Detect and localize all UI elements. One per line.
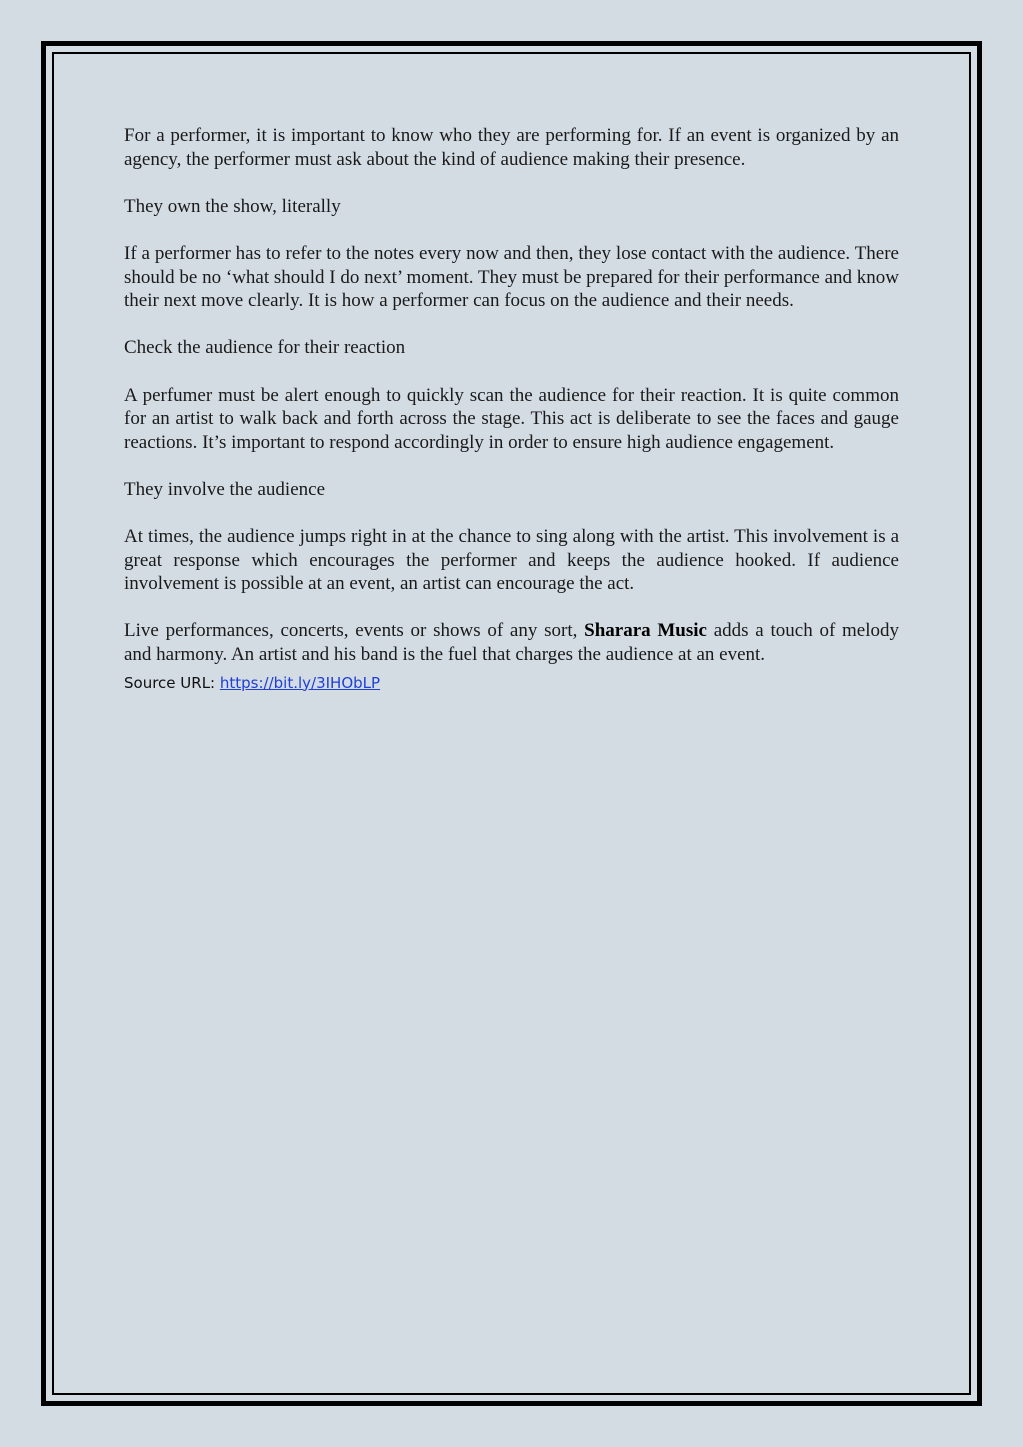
paragraph-involve-audience: At times, the audience jumps right in at the chance to sing along with the artist. This involvement is a great response which encourages the performer and keeps the audience hooked. If audience involvement is possible at an event, an artist can encourage the act. [124,526,899,595]
brand-name: Sharara Music [584,620,707,642]
section-heading-check-reaction: Check the audience for their reaction [124,337,406,359]
article-body [124,124,899,716]
paragraph-intro: For a performer, it is important to know who they are performing for. If an event is organized by an agency, the performer must ask about the kind of audience making their presence. [124,125,899,170]
paragraph-own-the-show: If a performer has to refer to the notes every now and then, they lose contact with the audience. There should be no ‘what should I do next’ moment. They must be prepared for their performance and know their next move clearly. It is how a performer can focus on the audience and their needs. [124,242,899,312]
paragraph-check-reaction: A perfumer must be alert enough to quickly scan the audience for their reaction. It is quite common for an artist to walk back and forth across the stage. This act is deliberate to see the faces and gauge reactions. It’s important to respond accordingly in order to ensure high audience engagement. [124,384,899,453]
source-line [124,673,899,693]
closing-text-start: Live performances, concerts, events or shows of any sort, [124,620,578,642]
source-link[interactable]: https://bit.ly/3IHObLP [219,673,381,692]
section-heading-involve-audience: They involve the audience [124,478,326,500]
closing-text-end: adds a touch of melody and harmony. An artist and his band is the fuel that charges the audience at an event. [124,620,900,666]
section-heading-own-the-show: They own the show, literally [124,195,341,217]
source-label: Source URL: [124,673,216,692]
paragraph-closing [124,619,899,666]
